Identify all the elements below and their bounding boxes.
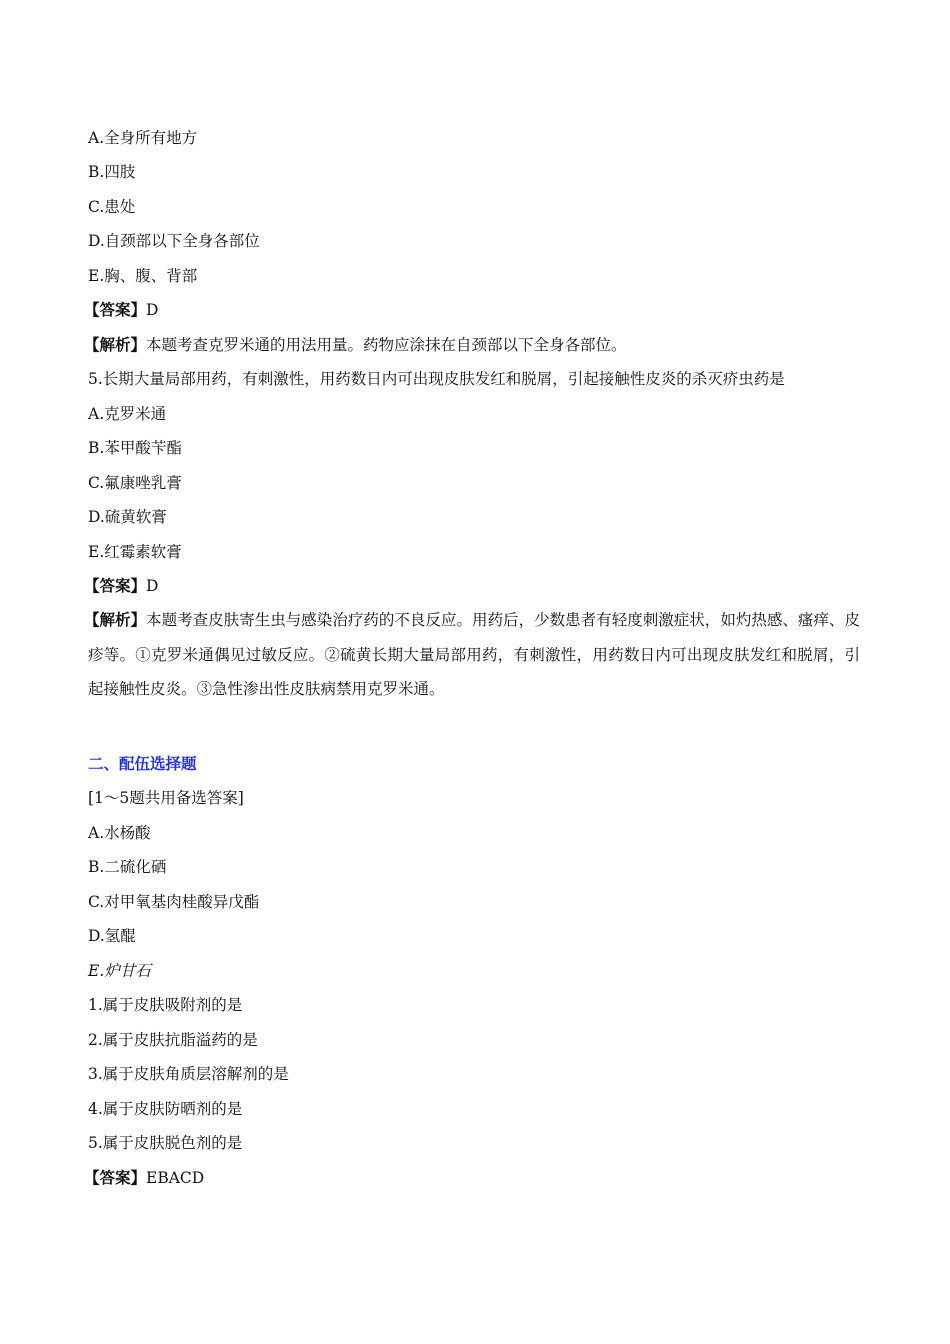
- answer-label: 【答案】: [84, 1168, 147, 1187]
- answer-label: 【答案】: [84, 300, 147, 319]
- question-3: 3.属于皮肤角质层溶解剂的是: [88, 1065, 289, 1083]
- option-d: D.硫黄软膏: [88, 508, 167, 526]
- section-heading: 二、配伍选择题: [88, 754, 197, 773]
- answer-value: D: [146, 301, 159, 319]
- option-d: D.氢醌: [88, 927, 136, 945]
- answer-value: EBACD: [146, 1169, 205, 1187]
- option-b: B.苯甲酸苄酯: [88, 439, 182, 457]
- option-d: D.自颈部以下全身各部位: [88, 232, 260, 250]
- answer-value: D: [146, 577, 159, 595]
- option-e: E.红霉素软膏: [88, 543, 182, 561]
- option-c: C.对甲氧基肉桂酸异戊酯: [88, 893, 260, 911]
- question-4: 4.属于皮肤防晒剂的是: [88, 1100, 243, 1118]
- option-a: A.水杨酸: [88, 824, 151, 842]
- option-c: C.氟康唑乳膏: [88, 474, 182, 492]
- option-b: B.二硫化硒: [88, 858, 167, 876]
- analysis-label: 【解析】: [84, 610, 147, 629]
- question-stem: 5.长期大量局部用药，有刺激性，用药数日内可出现皮肤发红和脱屑，引起接触性皮炎的杀灭疥虫药是: [88, 370, 785, 388]
- answer-line: [84, 1168, 205, 1188]
- answer-line: [84, 576, 159, 596]
- option-a: A.克罗米通: [88, 405, 167, 423]
- question-2: 2.属于皮肤抗脂溢药的是: [88, 1031, 258, 1049]
- analysis-text: 本题考查皮肤寄生虫与感染治疗药的不良反应。用药后，少数患者有轻度刺激症状，如灼热感、瘙痒、皮疹等。①克罗米通偶见过敏反应。②硫黄长期大量局部用药，有刺激性，用药数日内可出现皮肤发红和脱屑，引起接触性皮炎。③急性渗出性皮肤病禁用克罗米通。: [88, 611, 860, 698]
- analysis-line: [84, 335, 627, 355]
- analysis-paragraph: [84, 603, 860, 707]
- option-e: E.胸、腹、背部: [88, 267, 198, 285]
- option-e: E.炉甘石: [88, 962, 151, 980]
- answer-label: 【答案】: [84, 576, 147, 595]
- analysis-label: 【解析】: [84, 335, 147, 354]
- analysis-text: 本题考查克罗米通的用法用量。药物应涂抹在自颈部以下全身各部位。: [146, 336, 627, 354]
- option-b: B.四肢: [88, 163, 136, 181]
- question-1: 1.属于皮肤吸附剂的是: [88, 996, 243, 1014]
- option-c: C.患处: [88, 198, 136, 216]
- option-a: A.全身所有地方: [88, 129, 198, 147]
- question-5: 5.属于皮肤脱色剂的是: [88, 1134, 243, 1152]
- answer-line: [84, 300, 159, 320]
- shared-options-note: [1～5题共用备选答案]: [88, 789, 244, 807]
